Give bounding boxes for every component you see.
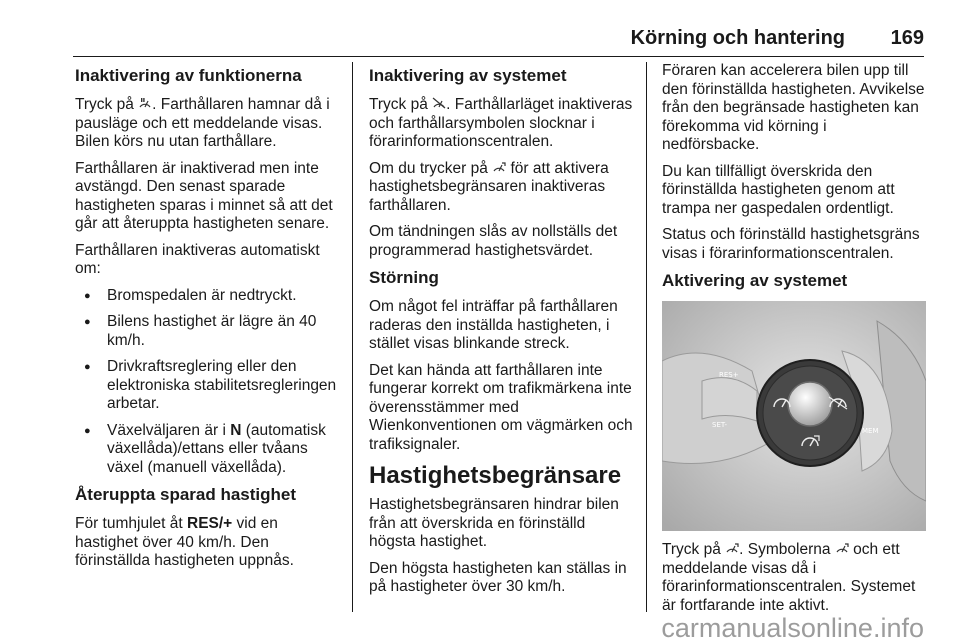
paragraph: Föraren kan accelerera bilen upp till den förinställda hastigheten. Avvikelse från den begränsade hastigheten kan förekomma vid körning i nedförsbacke. — [662, 62, 925, 153]
paragraph: Farthållaren är inaktiverad men inte avstängd. Den senast sparade hastigheten sparas i minnet så att det går att återuppta hastigheten senare. — [75, 159, 333, 232]
heading-deactivate-functions: Inaktivering av funktionerna — [75, 66, 302, 85]
column-divider-2 — [646, 62, 647, 612]
paragraph: Den högsta hastigheten kan ställas in på hastigheter över 30 km/h. — [369, 559, 627, 595]
list-item: ● Växelväljaren är i N (automatisk växellåda)/ettans eller tvåans växel (manuell växellåda). — [75, 422, 343, 478]
heading-fault: Störning — [369, 268, 439, 287]
speed-limiter-icon — [492, 160, 506, 179]
column-2 — [369, 62, 635, 605]
paragraph: För tumhjulet åt RES/+ vid en hastighet över 40 km/h. Den förinställda hastigheten uppnås. — [75, 515, 294, 569]
list-item: ● Drivkraftsreglering eller den elektroniska stabilitetsregleringen arbetar. — [75, 358, 343, 414]
column-divider-1 — [352, 62, 353, 612]
paragraph: Hastighetsbegränsaren hindrar bilen från att överskrida en förinställd högsta hastighet. — [369, 496, 619, 550]
column-1 — [75, 62, 343, 579]
heading-activate-system: Aktivering av systemet — [662, 271, 848, 290]
mem-label: MEM — [862, 427, 879, 435]
list-item: ● Bromspedalen är nedtryckt. — [75, 287, 343, 306]
page-header — [0, 0, 960, 58]
cruise-off-icon — [432, 96, 446, 115]
heading-deactivate-system: Inaktivering av systemet — [369, 66, 567, 85]
set-label: SET- — [712, 421, 728, 429]
speed-limiter-icon — [725, 541, 739, 560]
paragraph: Om du trycker på för att aktivera hastighetsbegränsaren inaktiveras farthållaren. — [369, 159, 609, 214]
center-knob[interactable] — [788, 382, 832, 426]
paragraph: Tryck på . Farthållarläget inaktiveras och farthållarsymbolen slocknar i förarinformationscentralen. — [369, 96, 633, 150]
paragraph: Tryck på . Symbolerna och ett meddelande visas då i förarinformationscentralen. Systemet är fortfarande inte aktivt. — [662, 541, 916, 614]
list-item: ● Bilens hastighet är lägre än 40 km/h. — [75, 313, 343, 350]
paragraph: Farthållaren inaktiveras automatiskt om: — [75, 241, 320, 277]
paragraph: Det kan hända att farthållaren inte fungerar korrekt om trafikmärkena inte överensstämmer med Wienkonventionen om vägmärken och trafiksignaler. — [369, 361, 633, 453]
column-3 — [662, 62, 926, 623]
paragraph: Tryck på . Farthållaren hamnar då i pausläge och ett meddelande visas. Bilen körs nu utan farthållare. — [75, 96, 330, 150]
speed-limiter-icon — [835, 541, 849, 560]
paragraph: Om tändningen slås av nollställs det programmerad hastighetsvärdet. — [369, 223, 618, 259]
watermark: carmanualsonline.info — [661, 613, 924, 643]
condition-list — [75, 287, 343, 478]
paragraph: Status och förinställd hastighetsgräns visas i förarinformationscentralen. — [662, 226, 920, 262]
cruise-pause-icon — [138, 96, 152, 115]
heading-speed-limiter: Hastighetsbegränsare — [369, 462, 622, 489]
chapter-title: Körning och hantering — [630, 27, 845, 49]
paragraph: Om något fel inträffar på farthållaren raderas den inställda hastigheten, i stället visas blinkande streck. — [369, 298, 618, 352]
steering-wheel-controls-illustration — [662, 301, 926, 531]
heading-resume-speed: Återuppta sparad hastighet — [75, 485, 297, 504]
header-divider — [73, 56, 924, 57]
res-label: RES+ — [719, 371, 739, 379]
paragraph: Du kan tillfälligt överskrida den förinställda hastigheten genom att trampa ner gaspedalen ordentligt. — [662, 162, 895, 217]
page-number: 169 — [890, 27, 924, 49]
